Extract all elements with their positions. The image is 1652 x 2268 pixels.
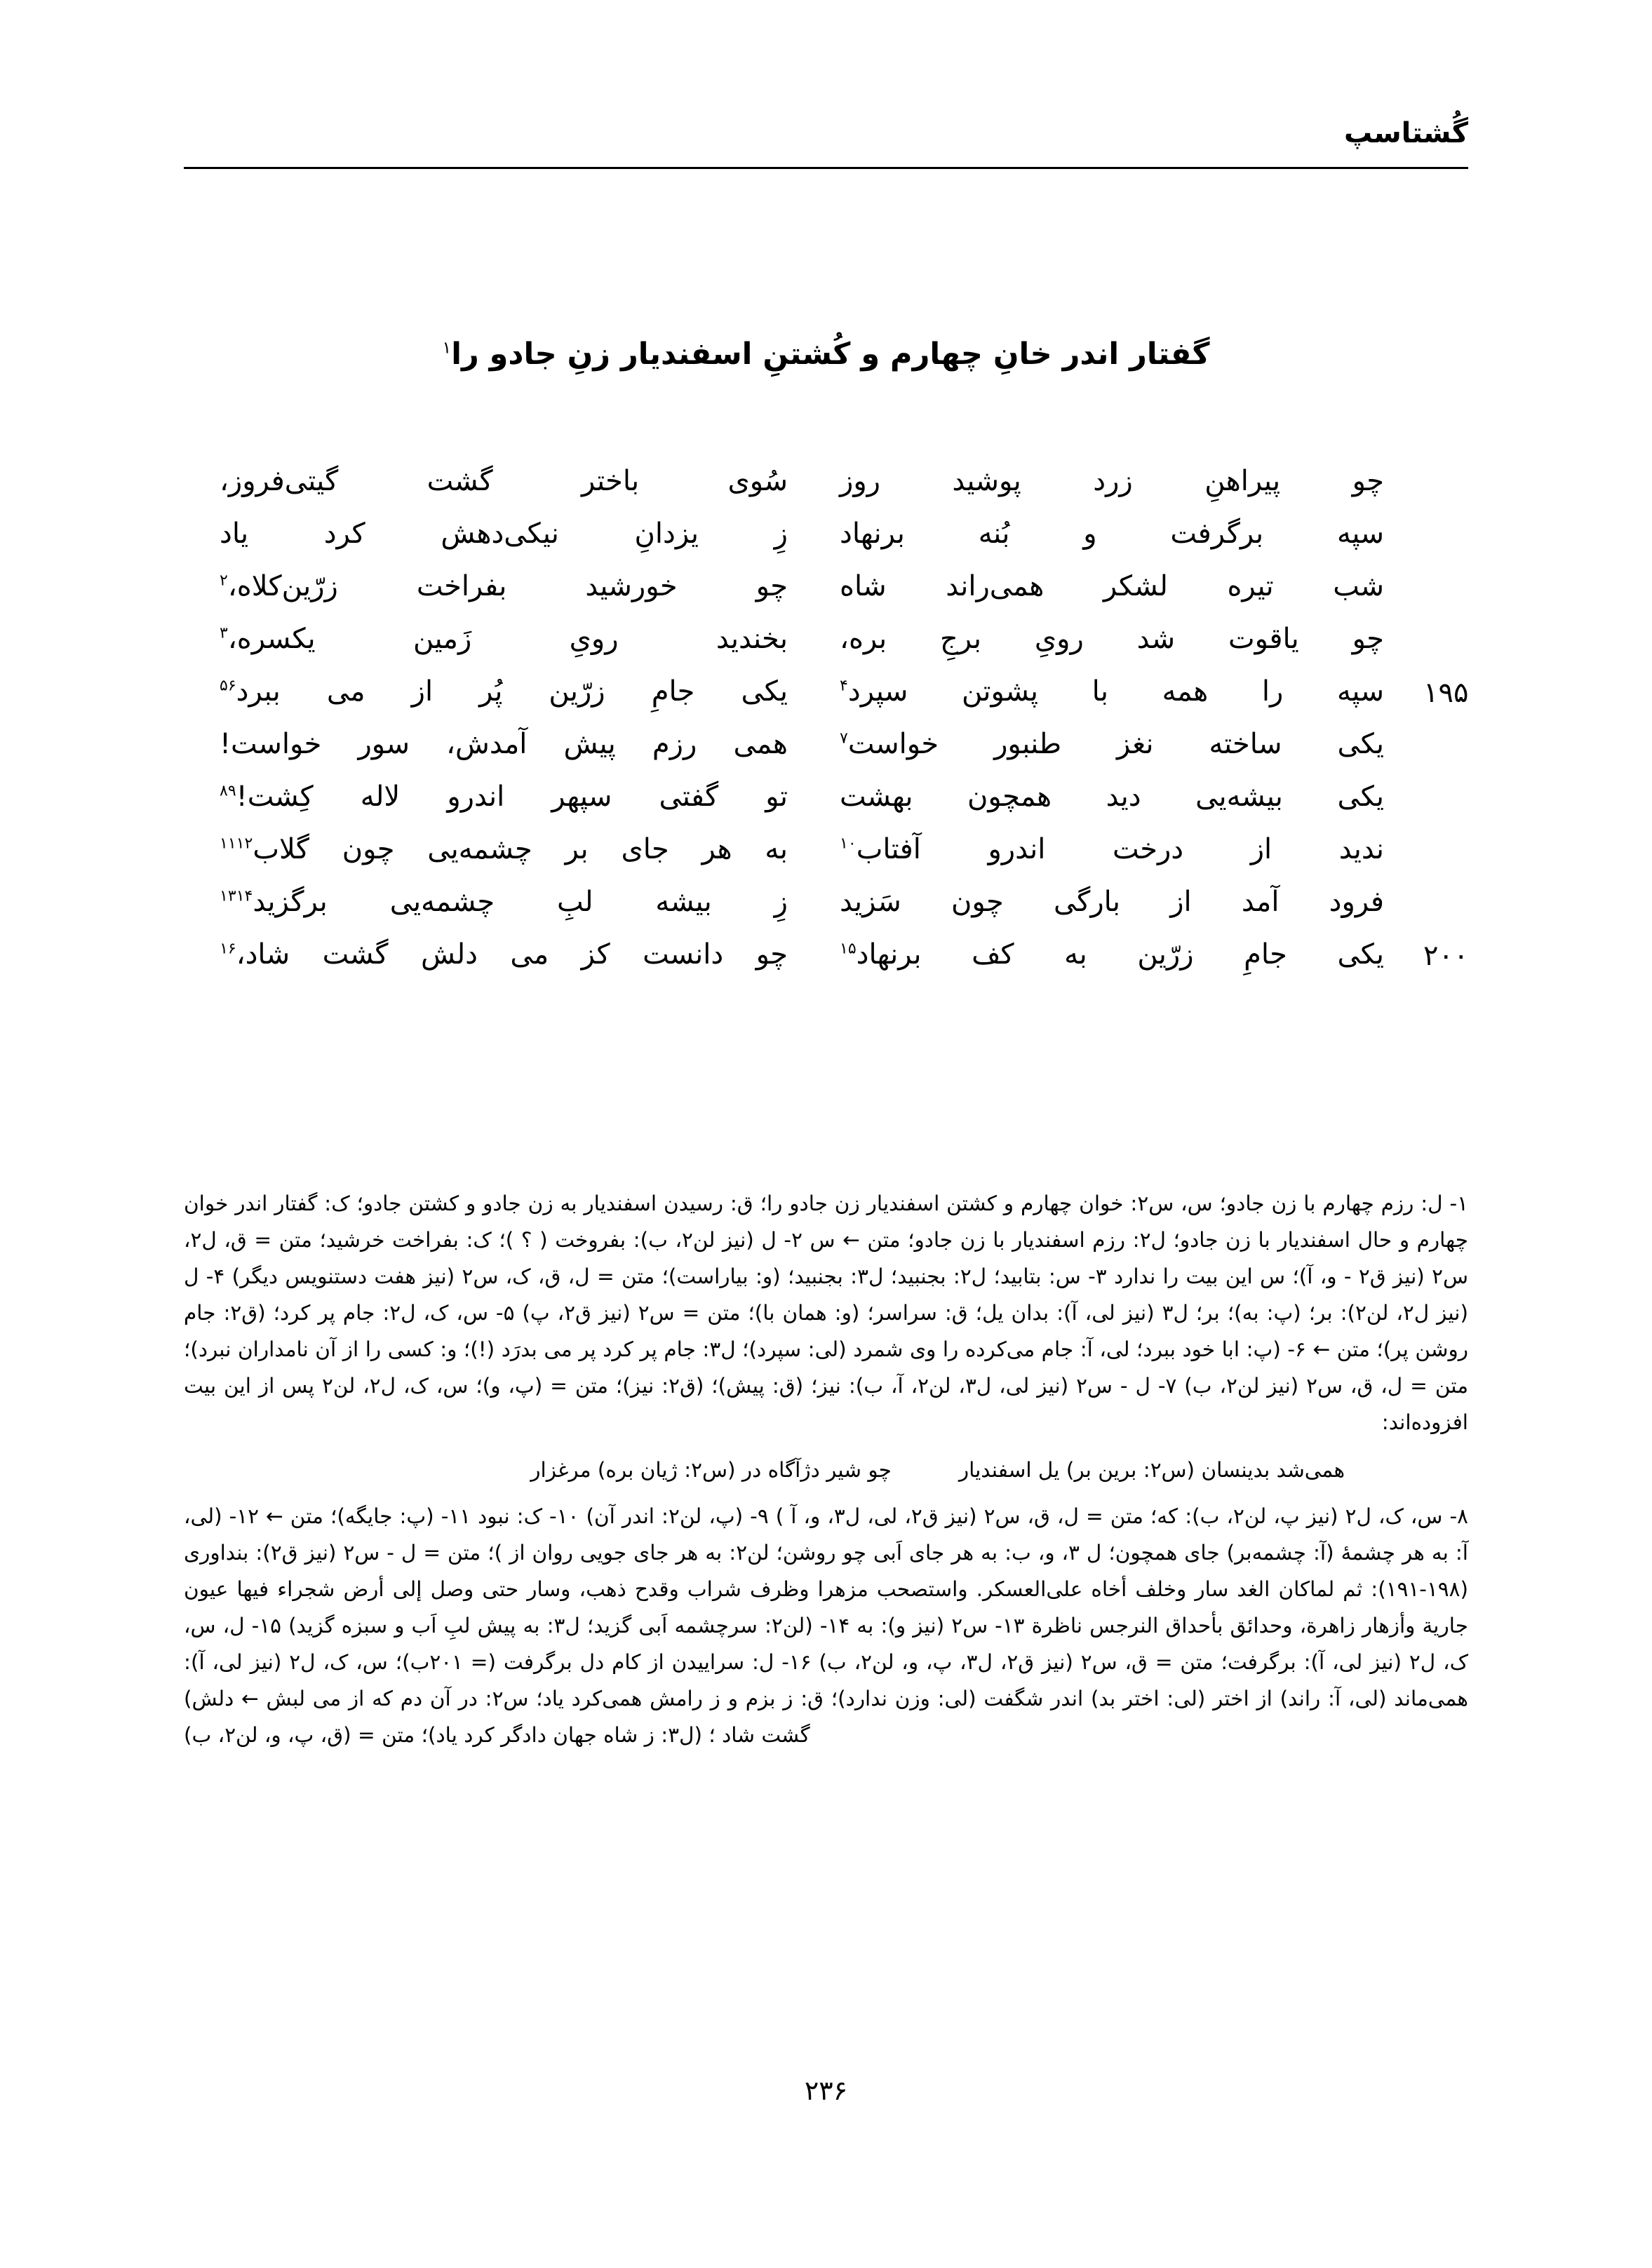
verse-word: سپرد$^۴$: [840, 675, 908, 708]
verse-word: سپه: [1336, 518, 1384, 550]
section-heading-text: گفتار اندر خانِ چهارم و کُشتنِ اسفندیار زنِ جادو را: [451, 337, 1210, 372]
verse-word: برجِ: [939, 623, 981, 655]
verse-word: گیتی‌فروز،: [220, 465, 339, 497]
quoted-couplet-left: چو شیر دژآگاه در (س۲: ژیان بره) مرغزار: [530, 1458, 892, 1482]
note-marker: ۷: [840, 729, 848, 748]
note-marker: ۱۲: [236, 835, 253, 853]
verse-word: همچون: [967, 781, 1052, 813]
verse-word: باختر: [581, 465, 640, 497]
verse-word: گفتی: [659, 781, 719, 813]
verse-word: پُر: [479, 675, 503, 708]
verse-word: چشمه‌یی: [427, 833, 532, 865]
verse-word: همی‌راند: [946, 570, 1045, 602]
note-marker: ۱۳: [220, 887, 236, 905]
verse-word: و: [1083, 518, 1097, 550]
critical-apparatus: [184, 1185, 1468, 1753]
note-marker: ۱۵: [840, 940, 857, 958]
verse-word: زرد: [1093, 465, 1133, 497]
verse-word: زِ: [774, 886, 788, 918]
verse-word: به: [1064, 938, 1087, 971]
hemistich-left: [220, 936, 788, 971]
verse-word: کز: [581, 938, 610, 971]
verse-row: [184, 568, 1468, 621]
hemistich-left: [220, 726, 788, 758]
verse-word: لشکر: [1103, 570, 1168, 602]
note-marker: ۲: [220, 572, 228, 590]
verse-word: دلش: [421, 938, 478, 971]
hemistich-right: [830, 884, 1384, 916]
verse-word: طنبور: [994, 728, 1062, 760]
hemistich-right: [830, 936, 1384, 971]
verse-word: شد: [1136, 623, 1176, 655]
running-head: [184, 118, 1468, 178]
verse-word: جای: [621, 833, 669, 865]
verse-word: بیشه: [655, 886, 712, 918]
verse-word: بُنه: [978, 518, 1010, 550]
verse-row: [184, 936, 1468, 989]
running-head-rule: [184, 167, 1468, 169]
verse-word: یکی: [1337, 781, 1384, 813]
verse-word: بره،: [840, 623, 887, 655]
verse-word: چو: [756, 570, 788, 602]
verse-word: رویِ: [569, 623, 619, 655]
verse-word: خواست$^۷$: [840, 728, 939, 760]
verse-row: [184, 726, 1468, 778]
verse-word: شب: [1333, 570, 1384, 602]
verse-word: زرّین: [549, 675, 605, 708]
hemistich-right: [830, 463, 1384, 495]
verse-word: همه: [1162, 675, 1209, 708]
verse-word: می: [326, 675, 365, 708]
verse-word: خورشید: [585, 570, 678, 602]
verse-word: کف: [972, 938, 1014, 971]
verse-word: زِ: [774, 518, 788, 550]
verse-word: همی: [733, 728, 788, 760]
verse-word: رویِ: [1034, 623, 1084, 655]
verse-word: کِشت!$^{۸۹}$: [220, 781, 314, 813]
hemistich-left: [220, 515, 788, 548]
verse-word: زرّین‌کلاه،$^۲$: [220, 570, 338, 602]
verse-word: آمدش،: [446, 728, 528, 760]
verse-word: گلاب$^{۱۱۱۲}$: [220, 833, 309, 865]
verse-word: کرد: [323, 518, 365, 550]
verse-row: [184, 621, 1468, 673]
verse-row: [184, 515, 1468, 568]
quoted-couplet-right: همی‌شد بدینسان (س۲: برین بر) یل اسفندیار: [958, 1458, 1345, 1482]
hemistich-right: [830, 726, 1384, 758]
note-marker: ۶: [227, 677, 236, 695]
verse-word: بهشت: [840, 781, 913, 813]
verse-word: درخت: [1112, 833, 1184, 865]
verse-word: لبِ: [557, 886, 593, 918]
hemistich-right: [830, 568, 1384, 600]
verse-word: پوشید: [952, 465, 1021, 497]
verse-word: دید: [1106, 781, 1141, 813]
verse-word: نیکی‌دهش: [441, 518, 559, 550]
verse-word: چون: [951, 886, 1004, 918]
verse-word: سپه: [1336, 675, 1384, 708]
verse-block: [184, 463, 1468, 989]
verse-row: [184, 831, 1468, 884]
verse-word: زَمین: [413, 623, 472, 655]
hemistich-right: [830, 621, 1384, 653]
verse-word: گشت: [322, 938, 389, 971]
verse-word: چو: [1352, 465, 1384, 497]
note-marker: ۸: [220, 782, 228, 800]
section-heading-note-marker: ۱: [442, 337, 452, 358]
verse-word: تیره: [1227, 570, 1274, 602]
note-marker: ۱۰: [840, 835, 857, 853]
verse-word: آمد: [1241, 886, 1280, 918]
verse-word: بارگی: [1053, 886, 1120, 918]
verse-word: از: [1250, 833, 1272, 865]
verse-word: بخندید: [716, 623, 788, 655]
hemistich-left: [220, 884, 788, 916]
verse-word: لاله: [360, 781, 401, 813]
verse-word: چو: [756, 938, 788, 971]
hemistich-right: [830, 673, 1384, 706]
verse-word: دانست: [643, 938, 724, 971]
verse-word: جامِ: [1244, 938, 1287, 971]
hemistich-right: [830, 831, 1384, 863]
verse-word: چو: [1352, 623, 1384, 655]
verse-word: گشت: [427, 465, 493, 497]
note-marker: ۵: [220, 677, 228, 695]
verse-word: بیشه‌یی: [1195, 781, 1283, 813]
verse-word: یکسره،$^۳$: [220, 623, 316, 655]
verse-word: ندید: [1338, 833, 1384, 865]
hemistich-left: [220, 568, 788, 600]
verse-word: برنهاد$^{۱۵}$: [840, 938, 922, 971]
note-marker: ۴: [840, 677, 848, 695]
note-marker: ۹: [227, 782, 236, 800]
verse-word: روز: [840, 465, 880, 497]
verse-word: خواست!: [220, 728, 322, 760]
verse-word: با: [1092, 675, 1108, 708]
verse-word: رزم: [652, 728, 697, 760]
note-marker: ۳: [220, 624, 228, 642]
hemistich-left: [220, 621, 788, 653]
note-marker: ۱۶: [220, 940, 236, 958]
verse-word: شاد،$^{۱۶}$: [220, 938, 290, 971]
verse-word: بفراخت: [416, 570, 507, 602]
verse-word: اندرو: [447, 781, 505, 813]
verse-word: سپهر: [551, 781, 612, 813]
verse-word: هر: [701, 833, 732, 865]
verse-word: شاه: [840, 570, 887, 602]
apparatus-paragraph: ۱- ل: رزم چهارم با زن جادو؛ س، س۲: خوان چهارم و کشتن اسفندیار زن جادو را؛ ق: رسیدن اسفندیار به زن جادو و کشتن جادو؛ ک: گفتار اندر خوان چهارم و حال اسفندیار با زن جادو؛ ل۲: رزم اسفندیار با زن جادو؛ متن ← س ۲- ل (نیز لن۲، ب): بفروخت ( ؟ )؛ ک: بفراخت خرشید؛ متن = ق، ل۲، س۲ (نیز ق۲ - و، آ)؛ س این بیت را ندارد ۳- س: بتابید؛ ل۲: بجنبید؛ ل۳: بجنبید؛ (و: بیاراست)؛ متن = ل، ق، ک، س۲ (نیز هفت دستنویس دیگر) ۴- ل (نیز ل۲، لن۲): بر؛ (پ: به)؛ بر؛ ل۳ (نیز لی، آ): بدان یل؛ ق: سراسر؛ (و: همان با)؛ متن = س۲ (نیز ق۲، پ) ۵- س، ک، ل۲: جام پر کرد؛ (ق۲: جام روشن پر)؛ متن ← ۶- (پ: ابا خود ببرد؛ لی، آ: جام می‌کرده را وی شمرد (لی: سپرد)؛ ل۳: جام پر کرد پر می بدرَد (!)؛ و: کسی را از آن نامداران نبرد)؛ متن = ل، ق، س۲ (نیز لن۲، ب) ۷- ل - س۲ (نیز لی، ل۳، لن۲، آ، ب): نیز؛ (ق: پیش)؛ (ق۲: نیز)؛ متن = (پ، و)؛ س، ک، ل۲، لن۲ پس از این بیت افزوده‌اند:: [184, 1192, 1469, 1434]
note-marker: ۱۴: [236, 887, 253, 905]
verse-number: ۲۰۰: [1423, 940, 1469, 972]
hemistich-left: [220, 463, 788, 495]
verse-word: بر: [565, 833, 589, 865]
verse-word: یکی: [741, 675, 788, 708]
hemistich-right: [830, 515, 1384, 548]
quoted-couplet: [184, 1452, 1468, 1488]
verse-word: یکی: [1337, 728, 1384, 760]
verse-word: پشوتن: [961, 675, 1039, 708]
hemistich-left: [220, 831, 788, 863]
hemistich-left: [220, 778, 788, 811]
verse-word: یزدانِ: [634, 518, 699, 550]
verse-word: برنهاد: [840, 518, 905, 550]
verse-number: ۱۹۵: [1423, 677, 1469, 709]
verse-word: از: [411, 675, 434, 708]
verse-word: فرود: [1329, 886, 1384, 918]
verse-word: پیش: [563, 728, 616, 760]
verse-word: سور: [358, 728, 410, 760]
verse-word: اندرو: [988, 833, 1046, 865]
verse-word: سَزید: [840, 886, 901, 918]
apparatus-paragraph: ۸- س، ک، ل۲ (نیز پ، لن۲، ب): که؛ متن = ل، ق، س۲ (نیز ق۲، لی، ل۳، و، آ ) ۹- (پ، لن۲: اندر آن) ۱۰- ک: نبود ۱۱- (پ: جایگه)؛ متن ← ۱۲- (لی، آ: به هر چشمهٔ (آ: چشمه‌بر) جای همچون؛ ل ۳، و، ب: به هر جای اَبی چو روشن؛ لن۲: به هر جای جویی روان از )؛ متن = ل - س۲ (نیز ق۲): بنداوری (۱۹۸-۱۹۱): ثم لماکان الغد سار وخلف أخاه علی‌العسکر. واستصحب مزهرا وظرف شراب وقدح ذهب، وسار حتی وصل إلی أرض شجراء فیها عیون جاریة وأزهار زاهرة، وحدائق بأحداق النرجس ناظرة ۱۳- س۲ (نیز و): به ۱۴- (لن۲: سرچشمه اَبی گزید؛ ل۳: به پیش لبِ اَب و سبزه گزید) ۱۵- ل، س، ک، ل۲ (نیز لی، آ): برگرفت؛ متن = ق، س۲ (نیز ق۲، ل۳، پ، و، لن۲، ب) ۱۶- ل: سراییدن از کام دل برگرفت (= ۲۰۱ب)؛ س، ک، ل۲ (نیز لی، آ): همی‌ماند (لی، آ: راند) از اختر (لی: اختر بد) اندر شگفت (لی: وزن ندارد)؛ ق: ز بزم و ز رامش همی‌کرد یاد؛ س۲: در آن دم که از می لبش ← دلش) گشت شاد ؛ (ل۳: ز شاه جهان دادگر کرد یاد)؛ متن = (ق، پ، و، لن۲، ب): [184, 1504, 1468, 1747]
verse-word: تو: [765, 781, 788, 813]
verse-word: ساخته: [1209, 728, 1282, 760]
verse-word: یاد: [220, 518, 249, 550]
verse-word: جامِ: [651, 675, 695, 708]
verse-word: برگزید$^{۱۳۱۴}$: [220, 886, 328, 918]
verse-word: ببرد$^{۵۶}$: [220, 675, 281, 708]
section-heading: [0, 337, 1652, 373]
verse-row: [184, 884, 1468, 936]
verse-word: از: [1170, 886, 1192, 918]
verse-row: [184, 673, 1468, 726]
verse-word: آفتاب$^{۱۰}$: [840, 833, 921, 865]
verse-word: زرّین: [1137, 938, 1194, 971]
verse-word: یکی: [1337, 938, 1384, 971]
verse-word: سُوی: [727, 465, 788, 497]
verse-word: پیراهنِ: [1204, 465, 1281, 497]
folio-number: ۲۳۶: [804, 2075, 848, 2106]
verse-word: یاقوت: [1228, 623, 1299, 655]
verse-word: چون: [342, 833, 395, 865]
hemistich-left: [220, 673, 788, 706]
note-marker: ۱۱: [220, 835, 236, 853]
verse-word: به: [765, 833, 788, 865]
verse-word: چشمه‌یی: [389, 886, 495, 918]
verse-row: [184, 778, 1468, 831]
verse-word: می: [510, 938, 549, 971]
running-head-title: گُشتاسپ: [1344, 117, 1468, 149]
verse-word: را: [1261, 675, 1284, 708]
hemistich-right: [830, 778, 1384, 811]
verse-word: نغز: [1117, 728, 1154, 760]
verse-word: برگرفت: [1170, 518, 1264, 550]
verse-row: [184, 463, 1468, 515]
